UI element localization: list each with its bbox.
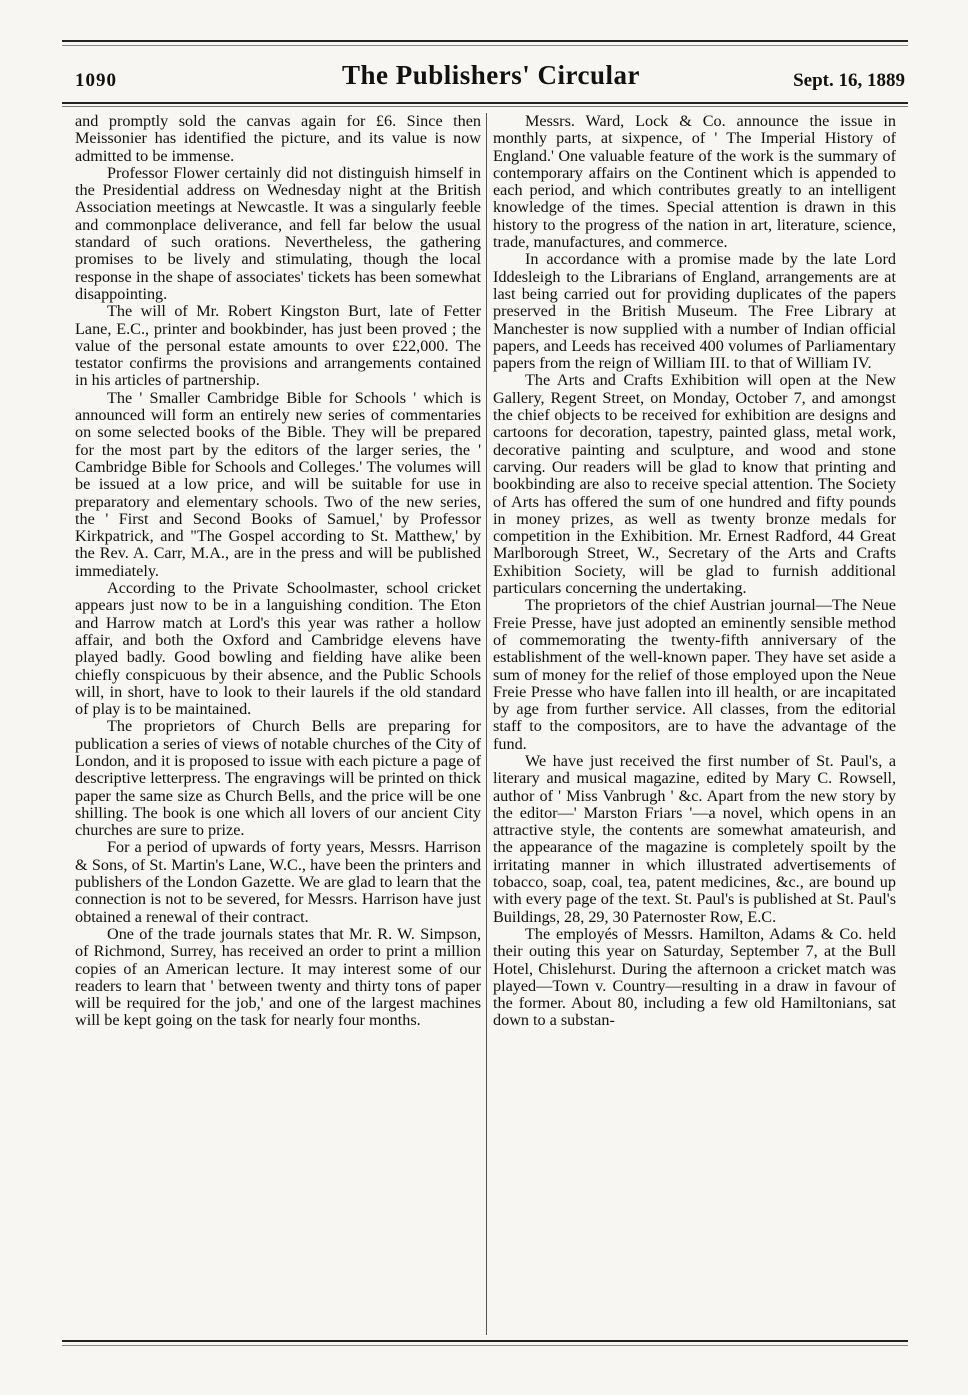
right-column bbox=[493, 113, 896, 1030]
top-rule bbox=[62, 40, 908, 42]
paragraph: One of the trade journals states that Mr. R. W. Simpson, of Richmond, Surrey, has received an order to print a million copies of an American lecture. It may interest some of our readers to learn that ' between twenty and thirty tons of paper will be required for the job,' and one of the largest machines will be kept going on the task for nearly four months. bbox=[75, 924, 481, 1030]
paragraph: For a period of upwards of forty years, Messrs. Harrison & Sons, of St. Martin's Lane, W.C., have been the printers and publishers of the London Gazette. We are glad to learn that the connection is not to be severed, for Messrs. Harrison have just obtained a renewal of their contract. bbox=[75, 838, 481, 926]
page-header bbox=[75, 60, 907, 100]
paragraph: The Arts and Crafts Exhibition will open at the New Gallery, Regent Street, on Monday, October 7, and amongst the chief objects to be received for exhibition are designs and cartoons for decoration, tapestry, painted glass, metal work, decorative painting and sculpture, and wood and stone carving. Our readers will be glad to know that printing and bookbinding are also to receive special attention. The Society of Arts has offered the sum of one hundred and fifty pounds in money prizes, as well as twenty bronze medals for competition in the Exhibition. Mr. Ernest Radford, 44 Great Marlborough Street, W., Secretary of the Arts and Crafts Exhibition Society, will be glad to furnish additional particulars concerning the undertaking. bbox=[493, 371, 896, 598]
publication-title: The Publishers' Circular bbox=[341, 60, 641, 90]
bottom-rule-thin bbox=[62, 1345, 908, 1346]
paragraph: and promptly sold the canvas again for £6. Since then Meissonier has identified the picture, and its value is now admitted to be immense. bbox=[75, 112, 481, 165]
paragraph: Professor Flower certainly did not distinguish himself in the Presidential address on Wednesday night at the British Association meetings at Newcastle. It was a singularly feeble and commonplace deliverance, and fell far below the usual standard of such orations. Nevertheless, the gathering promises to be lively and stimulating, though the local response in the shape of associates' tickets has been somewhat disappointing. bbox=[75, 163, 481, 303]
column-divider bbox=[486, 113, 487, 1335]
paragraph: In accordance with a promise made by the late Lord Iddesleigh to the Librarians of England, arrangements are at last being carried out for providing duplicates of the papers preserved in the British Museum. The Free Library at Manchester is now supplied with a number of Indian official papers, and Leeds has received 400 volumes of Parliamentary papers from the reign of William III. to that of William IV. bbox=[493, 250, 896, 373]
issue-date: Sept. 16, 1889 bbox=[793, 70, 905, 91]
header-rule bbox=[62, 102, 908, 104]
bottom-rule bbox=[62, 1340, 908, 1342]
top-rule-thin bbox=[62, 45, 908, 46]
paragraph: The will of Mr. Robert Kingston Burt, late of Fetter Lane, E.C., printer and bookbinder, has just been proved ; the value of the personal estate amounts to over £22,000. The testator confirms the provisions and arrangements contained in his articles of partnership. bbox=[75, 302, 481, 390]
paragraph: According to the Private Schoolmaster, school cricket appears just now to be in a languishing condition. The Eton and Harrow match at Lord's this year was rather a hollow affair, and both the Oxford and Cambridge elevens have played badly. Good bowling and fielding have alike been chiefly conspicuous by their absence, and the Public Schools will, in short, have to look to their laurels if the old standard of play is to be maintained. bbox=[75, 579, 481, 719]
left-column bbox=[75, 113, 481, 1030]
page-number: 1090 bbox=[75, 70, 117, 91]
paragraph: The employés of Messrs. Hamilton, Adams & Co. held their outing this year on Saturday, September 7, at the Bull Hotel, Chislehurst. During the afternoon a cricket match was played—Town v. Country—resulting in a draw in favour of the former. About 80, including a few old Hamiltonians, sat down to a substan- bbox=[493, 924, 896, 1030]
paragraph: The proprietors of the chief Austrian journal—The Neue Freie Presse, have just adopted an eminently sensible method of commemorating the twenty-fifth anniversary of the establishment of the well-known paper. They have set aside a sum of money for the relief of those employed upon the Neue Freie Presse who have fallen into ill health, or are incapitated by age from further service. All classes, from the editorial staff to the compositors, are to have the advantage of the fund. bbox=[493, 596, 896, 753]
paragraph: Messrs. Ward, Lock & Co. announce the issue in monthly parts, at sixpence, of ' The Imperial History of England.' One valuable feature of the work is the summary of contemporary affairs on the Continent which is appended to each period, and which contributes greatly to an intelligent knowledge of the times. Special attention is drawn in this history to the progress of the nation in art, literature, science, trade, manufactures, and commerce. bbox=[493, 112, 896, 252]
header-rule-thin bbox=[62, 106, 908, 107]
paragraph: The ' Smaller Cambridge Bible for Schools ' which is announced will form an entirely new series of commentaries on some selected books of the Bible. They will be prepared for the most part by the editors of the larger series, the ' Cambridge Bible for Schools and Colleges.' The volumes will be issued at a low price, and will be suitable for use in preparatory and elementary schools. Two of the new series, the ' First and Second Books of Samuel,' by Professor Kirkpatrick, and "The Gospel according to St. Matthew,' by the Rev. A. Carr, M.A., are in the press and will be published immediately. bbox=[75, 388, 481, 580]
paragraph: The proprietors of Church Bells are preparing for publication a series of views of notable churches of the City of London, and it is proposed to issue with each picture a page of descriptive letterpress. The engravings will be printed on thick paper the same size as Church Bells, and the price will be one shilling. The book is one which all lovers of our ancient City churches are sure to prize. bbox=[75, 717, 481, 840]
paragraph: We have just received the first number of St. Paul's, a literary and musical magazine, edited by Mary C. Rowsell, author of ' Miss Vanbrugh ' &c. Apart from the new story by the editor—' Marston Friars '—a novel, which opens in an attractive style, the contents are somewhat amateurish, and the appearance of the magazine is completely spoilt by the irritating manner in which illustrated advertisements of tobacco, soap, coal, tea, patent medicines, &c., are bound up with every page of the text. St. Paul's is published at St. Paul's Buildings, 28, 29, 30 Paternoster Row, E.C. bbox=[493, 751, 896, 926]
